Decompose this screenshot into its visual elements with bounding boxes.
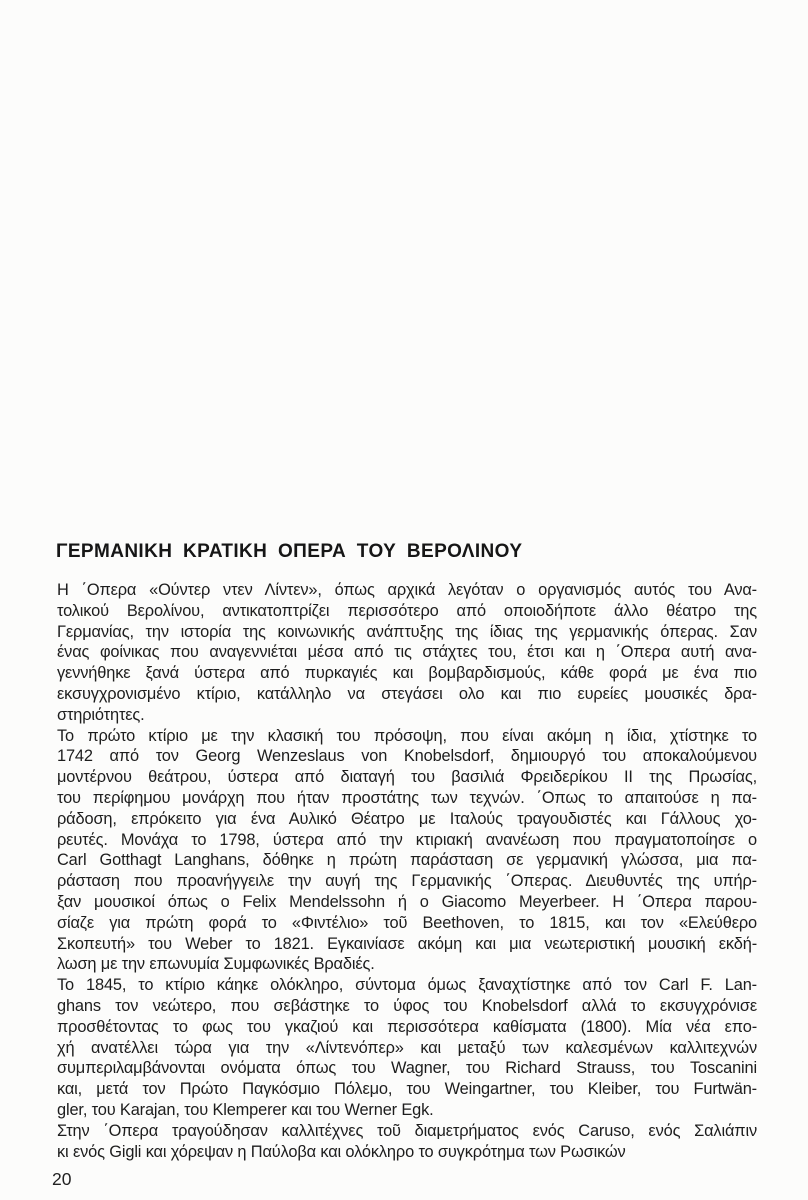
- text-line: λωση με την επωνυμία Συμφωνικές Βραδιές.: [57, 955, 375, 974]
- text-line: και, μετά τον Πρώτο Παγκόσμιο Πόλεμο, του Weingartner, του Kleiber, του Furtwän-: [57, 1080, 757, 1099]
- text-line: Η ΄Οπερα «Ούντερ ντεν Λίντεν», όπως αρχικά λεγόταν ο οργανισμός αυτός του Ανα-: [57, 581, 757, 599]
- text-line: ράδοση, επρόκειτο για ένα Αυλικό Θέατρο με Ιταλούς τραγουδιστές και Γάλλους χο-: [57, 809, 757, 828]
- text-line: ράσταση που προανήγγειλε την αυγή της Γερμανικής ΄Οπερας. Διευθυντές της υπήρ-: [57, 872, 757, 891]
- text-line: Στην ΄Οπερα τραγούδησαν καλλιτέχνες τοῦ διαμετρήματος ενός Caruso, ενός Σαλιάπιν: [57, 1121, 757, 1140]
- text-line: ρευτές. Μονάχα το 1798, ύστερα από την κτιριακή ανανέωση που πραγματοποίησε ο: [57, 830, 757, 849]
- text-line: Carl Gotthagt Langhans, δόθηκε η πρώτη παράσταση σε γερμανική γλώσσα, μια πα-: [57, 851, 757, 870]
- text-line: gler, του Karajan, του Klemperer και του Werner Egk.: [57, 1100, 434, 1119]
- text-line: Σκοπευτή» του Weber το 1821. Εγκαινίασε ακόμη και μια νεωτεριστική μουσική εκδή-: [57, 934, 757, 953]
- text-line: γεννήθηκε ξανά ύστερα από πυρκαγιές και βομβαρδισμούς, κάθε φορά με ένα πιο: [57, 664, 757, 683]
- text-line: εκσυγχρονισμένο κτίριο, κατάλληλο να στεγάσει ολο και πιο ευρείες μουσικές δρα-: [57, 684, 757, 703]
- paragraph: [57, 975, 757, 1121]
- text-line: κι ενός Gigli και χόρεψαν η Παύλοβα και ολόκληρο το συγκρότημα των Ρωσικών: [57, 1142, 626, 1161]
- text-line: Το πρώτο κτίριο με την κλασική του πρόσοψη, που είναι ακόμη η ίδια, χτίστηκε το: [57, 726, 757, 745]
- text-line: χή ανατέλλει τώρα για την «Λίντενόπερ» και μεταξύ των καλεσμένων καλλιτεχνών: [57, 1038, 757, 1057]
- text-line: 1742 από τον Georg Wenzeslaus von Knobelsdorf, δημιουργό του αποκαλούμενου: [57, 747, 757, 766]
- page-number: 20: [52, 1169, 72, 1189]
- paragraph: [57, 580, 757, 726]
- text-line: ξαν μουσικοί όπως ο Felix Mendelssohn ή ο Giacomo Meyerbeer. Η ΄Οπερα παρου-: [57, 892, 757, 911]
- text-line: του περίφημου μονάρχη που ήταν προστάτης των τεχνών. ΄Οπως το απαιτούσε η πα-: [57, 788, 757, 807]
- text-line: ghans τον νεώτερο, που σεβάστηκε το ύφος του Knobelsdorf αλλά το εκσυγχρόνισε: [57, 996, 757, 1015]
- text-line: ένας φοίνικας που αναγεννιέται μέσα από τις στάχτες του, έτσι και η ΄Οπερα αυτή ανα-: [57, 643, 757, 662]
- section-heading: ΓΕΡΜΑΝΙΚΗ ΚΡΑΤΙΚΗ ΟΠΕΡΑ ΤΟΥ ΒΕΡΟΛΙΝΟΥ: [56, 541, 523, 562]
- body-text: [57, 580, 757, 1162]
- text-line: σίαζε για πρώτη φορά το «Φιντέλιο» τοῦ Beethoven, το 1815, και τον «Ελεύθερο: [57, 913, 757, 932]
- text-line: Γερμανίας, την ιστορία της κοινωνικής ανάπτυξης της ίδιας της γερμανικής όπερας. Σαν: [57, 622, 757, 641]
- text-line: συμπεριλαμβάνονται ονόματα όπως του Wagner, του Richard Strauss, του Toscanini: [57, 1059, 757, 1078]
- text-line: στηριότητες.: [57, 705, 145, 724]
- text-line: Το 1845, το κτίριο κάηκε ολόκληρο, σύντομα όμως ξαναχτίστηκε από τον Carl F. Lan-: [57, 976, 757, 995]
- paragraph: [57, 726, 757, 976]
- text-line: προσθέτοντας το φως του γκαζιού και περισσότερα καθίσματα (1800). Μία νέα επο-: [57, 1017, 757, 1036]
- text-line: τολικού Βερολίνου, αντικατοπτρίζει περισσότερο από οποιοδήποτε άλλο θέατρο της: [57, 601, 757, 620]
- paragraph: [57, 1121, 757, 1163]
- text-line: μοντέρνου θεάτρου, ύστερα από διαταγή του βασιλιά Φρειδερίκου ΙΙ της Πρωσίας,: [57, 768, 757, 787]
